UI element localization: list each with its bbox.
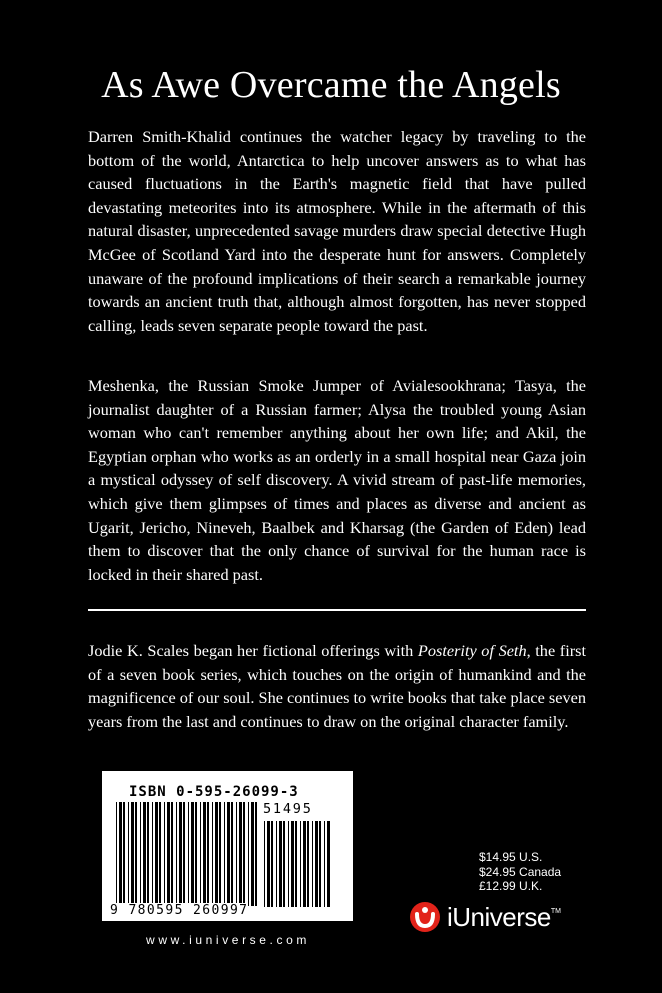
synopsis-paragraph-2: Meshenka, the Russian Smoke Jumper of Avialesookhrana; Tasya, the journalist daughter of a Russian farmer; Alysa the troubled young Asian woman who can't remember anything about her own life; and Akil, the Egyptian orphan who works as an orderly in a small hospital near Gaza join a mystical odyssey of self discovery. A vivid stream of past-life memories, which give them glimpses of times and places as diverse and ancient as Ugarit, Jericho, Nineveh, Baalbek and Kharsag (the Garden of Eden) lead them to discover that the only chance of survival for the human race is locked in their shared past.: [88, 376, 586, 584]
price-list: [479, 850, 561, 894]
publisher-logo: [409, 900, 561, 934]
ean-barcode-bars: [116, 802, 258, 906]
isbn-label: ISBN 0-595-26099-3: [129, 784, 299, 800]
author-bio: [88, 639, 586, 733]
book-title: As Awe Overcame the Angels: [101, 64, 561, 106]
publisher-name: iUniverse: [447, 901, 551, 932]
divider-rule: [88, 609, 586, 611]
author-bio-text-start: Jodie K. Scales began her fictional offerings with: [88, 641, 418, 660]
trademark-mark: TM: [550, 907, 561, 915]
price-barcode-bars: [264, 821, 330, 907]
price-us: $14.95 U.S.: [479, 850, 543, 864]
author-bio-text-end: , the first of a seven book series, which touches on the origin of humankind and the magnificence of our soul. She continues to write books that take place seven years from the last and continues to draw on the original character family.: [88, 641, 586, 731]
price-code-digits: 51495: [263, 801, 313, 817]
publisher-website: www.iuniverse.com: [146, 933, 310, 947]
author-bio-book-title: Posterity of Seth: [417, 641, 527, 660]
isbn-barcode: [102, 771, 353, 921]
synopsis-paragraph-1: Darren Smith-Khalid continues the watcher legacy by traveling to the bottom of the world, Antarctica to help uncover answers as to what has caused fluctuations in the Earth's magnetic field that have pulled devastating meteorites into its atmosphere. While in the aftermath of this natural disaster, unprecedented savage murders draw special detective Hugh McGee of Scotland Yard into the desperate hunt for answers. Completely unaware of the profound implications of their search a remarkable journey towards an ancient truth that, although almost forgotten, has never stopped calling, leads seven separate people toward the past.: [88, 127, 586, 335]
price-canada: $24.95 Canada: [479, 864, 562, 879]
iuniverse-swirl-icon: [409, 901, 441, 933]
price-uk: £12.99 U.K.: [479, 879, 543, 893]
ean-digits: 9 780595 260997: [110, 903, 249, 918]
